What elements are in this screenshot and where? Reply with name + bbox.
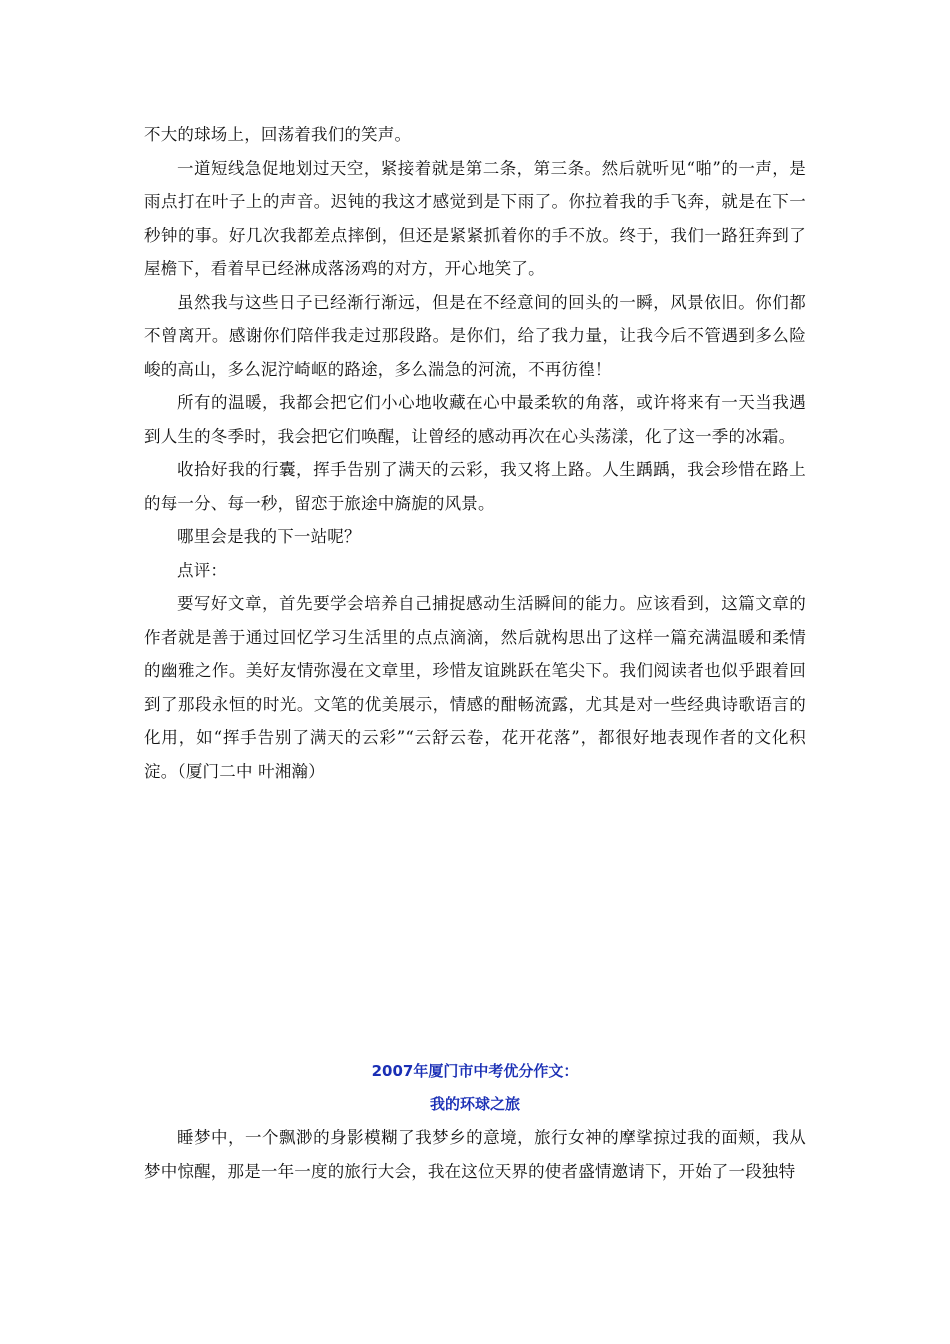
paragraph: 哪里会是我的下一站呢？: [177, 527, 361, 546]
comment-paragraph: 要写好文章，首先要学会培养自己捕捉感动生活瞬间的能力。应该看到，这篇文章的作者就是善于通过回忆学习生活里的点点滴滴，然后就构思出了这样一篇充满温暖和柔情的幽雅之作。美好友情弥漫在文章里，珍惜友谊跳跃在笔尖下。我们阅读者也似乎跟着回到了那段永恒的时光。文笔的优美展示，情感的酣畅流露，尤其是对一些经典诗歌语言的化用，如“挥手告别了满天的云彩”“云舒云卷，花开花落”，都很好地表现作者的文化积淀。（厦门二中 叶湘瀚）: [144, 594, 806, 781]
paragraph: 睡梦中，一个飘渺的身影模糊了我梦乡的意境，旅行女神的摩挲掠过我的面颊，我从梦中惊醒，那是一年一度的旅行大会，我在这位天界的使者盛情邀请下，开始了一段独特: [144, 1128, 806, 1181]
paragraph: 不大的球场上，回荡着我们的笑声。: [144, 125, 412, 144]
paragraph: 虽然我与这些日子已经渐行渐远，但是在不经意间的回头的一瞬，风景依旧。你们都不曾离开。感谢你们陪伴我走过那段路。是你们，给了我力量，让我今后不管遇到多么险峻的高山，多么泥泞崎岖的路途，多么湍急的河流，不再彷徨！: [144, 292, 806, 379]
essay-title: 我的环球之旅: [429, 1095, 520, 1113]
paragraph: 收拾好我的行囊，挥手告别了满天的云彩，我又将上路。人生踽踽，我会珍惜在路上的每一分、每一秒，留恋于旅途中旖旎的风景。: [144, 460, 806, 513]
paragraph: 一道短线急促地划过天空，紧接着就是第二条，第三条。然后就听见“啪”的一声，是雨点打在叶子上的声音。迟钝的我这才感觉到是下雨了。你拉着我的手飞奔，就是在下一秒钟的事。好几次我都差点摔倒，但还是紧紧抓着你的手不放。终于，我们一路狂奔到了屋檐下，看着早已经淋成落汤鸡的对方，开心地笑了。: [144, 158, 806, 278]
paragraph: 所有的温暖，我都会把它们小心地收藏在心中最柔软的角落，或许将来有一天当我遇到人生的冬季时，我会把它们唤醒，让曾经的感动再次在心头荡漾，化了这一季的冰霜。: [144, 393, 806, 446]
essay2-body: [144, 1121, 806, 1188]
essay-heading: 2007年厦门市中考优分作文：: [371, 1062, 579, 1080]
essay-body: [144, 118, 806, 788]
comment-label: 点评：: [177, 560, 228, 580]
